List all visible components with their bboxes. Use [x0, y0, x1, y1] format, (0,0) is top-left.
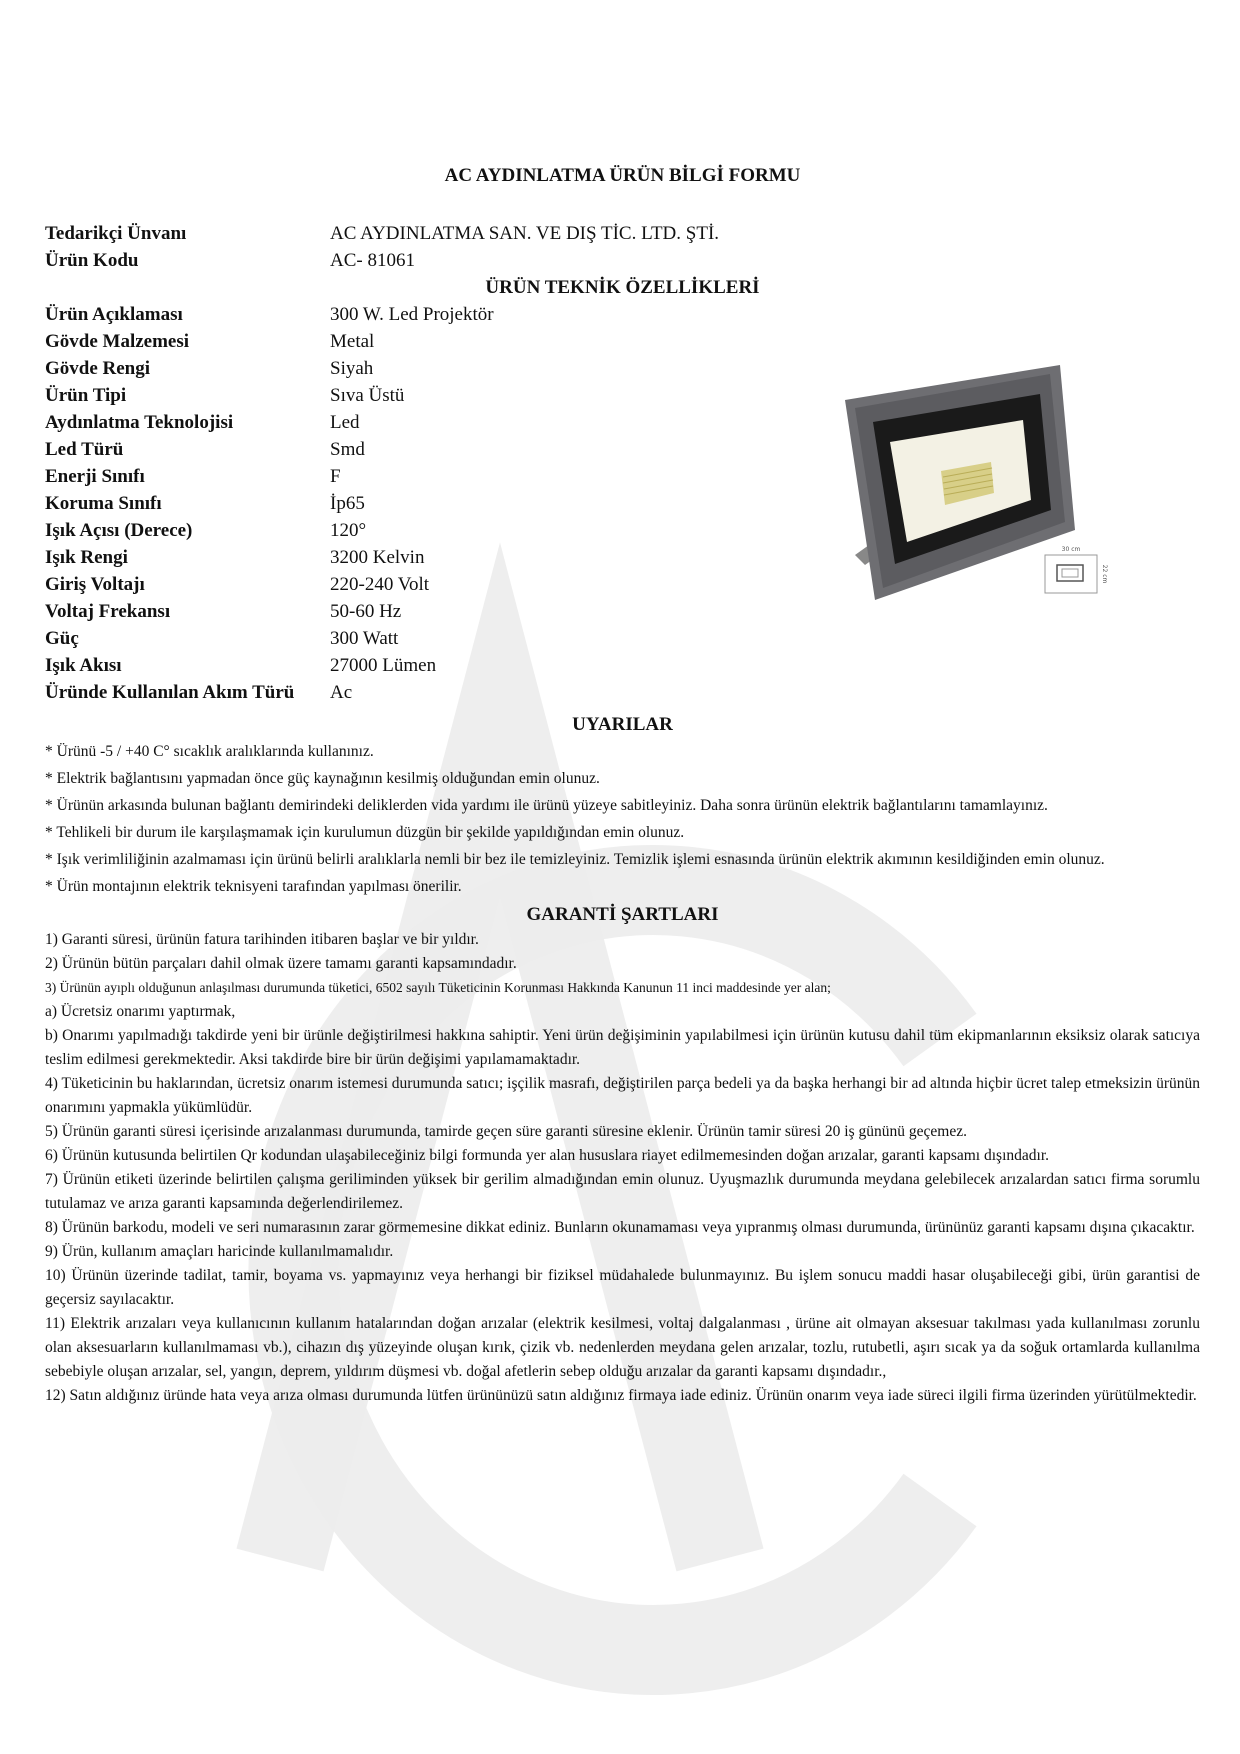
guarantee-item: 4) Tüketicinin bu haklarından, ücretsiz onarım istemesi durumunda satıcı; işçilik masrafı, değiştirilen parça bedeli ya da başka herhangi bir ad altında hiçbir ücret talep etmeksizin ürünün onarımını yapmakla yükümlüdür.	[45, 1075, 1200, 1116]
product-code-row	[45, 247, 1200, 274]
dimension-diagram	[1045, 546, 1108, 593]
product-code-value: AC- 81061	[330, 250, 415, 271]
guarantee-item: 11) Elektrik arızaları veya kullanıcının kullanım hatalarından doğan arızalar (elektrik kesilmesi, voltaj dalgalanması , ürüne ait olmayan aksesuar takılması yada kullanılması zorunlu olan aksesuarların kullanılmaması vb.), cihazın dış yüzeyinde oluşan kırık, çizik vb. nedenlerden meydana gelen arızalar, tozlu, rutubetli, aşırı sıcak ya da soğuk ortamlarda kullanılma sebebiyle oluşan arızalar, sel, yangın, deprem, yıldırım düşmesi vb. doğal afetlerin sebep olduğu arızalar da garanti kapsamı dışındadır.,	[45, 1315, 1200, 1380]
spec-row	[45, 652, 1200, 679]
spec-value: İp65	[330, 493, 365, 514]
guarantee-item: 2) Ürünün bütün parçaları dahil olmak üzere tamamı garanti kapsamındadır.	[45, 955, 517, 972]
spec-value: Siyah	[330, 358, 374, 379]
spec-label: Gövde Malzemesi	[45, 331, 190, 352]
warning-item: * Elektrik bağlantısını yapmadan önce güç kaynağının kesilmiş olduğundan emin olunuz.	[45, 770, 600, 787]
guarantee-item: 7) Ürünün etiketi üzerinde belirtilen çalışma geriliminden yüksek bir gerilim almadığından emin olunuz. Uyuşmazlık durumunda meydana gelebilecek arızalardan satıcı firma sorumlu tutulamaz ve arıza garanti kapsamında değerlendirilemez.	[45, 1171, 1200, 1212]
spec-value: Ac	[330, 682, 353, 703]
spec-value: Led	[330, 412, 360, 433]
guarantee-item: 10) Ürünün üzerinde tadilat, tamir, boyama vs. yapmayınız veya herhangi bir fiziksel müdahalede bulunmayınız. Bu işlem sonucu maddi hasar oluşabileceği gibi, ürün garantisi de geçersiz sayılacaktır.	[45, 1267, 1200, 1308]
spec-label: Güç	[45, 628, 79, 649]
spec-row	[45, 301, 1200, 328]
spec-value: Sıva Üstü	[330, 385, 405, 406]
spec-label: Led Türü	[45, 439, 124, 460]
guarantee-item: 3) Ürünün ayıplı olduğunun anlaşılması durumunda tüketici, 6502 sayılı Tüketicinin Korunması Hakkında Kanunun 11 inci maddesinde yer alan;	[45, 980, 831, 995]
spec-value: 300 W. Led Projektör	[330, 304, 494, 325]
spec-label: Giriş Voltajı	[45, 574, 145, 595]
guarantee-item: a) Ücretsiz onarımı yaptırmak,	[45, 1003, 236, 1020]
spec-row	[45, 328, 1200, 355]
guarantee-item: b) Onarımı yapılmadığı takdirde yeni bir ürünle değiştirilmesi hakkına sahiptir. Yeni ürün değişiminin yapılabilmesi için ürünün kutusu dahil tüm ekipmanlarının eksiksiz olarak satıcıya teslim edilmesi gerekmektedir. Aksi takdirde bire bir ürün değişimi yapılamamaktadır.	[45, 1027, 1200, 1068]
guarantee-item: 12) Satın aldığınız üründe hata veya arıza olması durumunda lütfen ürününüzü satın aldığınız firmaya iade ediniz. Ürünün onarım veya iade süreci ilgili firma üzerinden yürütülmektedir.	[45, 1387, 1197, 1404]
spec-value: 50-60 Hz	[330, 601, 402, 622]
spec-label: Voltaj Frekansı	[45, 601, 171, 622]
spec-label: Işık Akısı	[45, 655, 122, 676]
spec-row	[45, 679, 1200, 706]
warning-item: * Işık verimliliğinin azalmaması için ürünü belirli aralıklarla nemli bir bez ile temizleyiniz. Temizlik işlemi esnasında ürünün elektrik akımının kesildiğinden emin olunuz.	[45, 851, 1105, 868]
spec-value: 3200 Kelvin	[330, 547, 425, 568]
spec-value: 300 Watt	[330, 628, 399, 649]
floodlight-product-image	[845, 360, 1115, 615]
supplier-value: AC AYDINLATMA SAN. VE DIŞ TİC. LTD. ŞTİ.	[330, 223, 720, 244]
dimension-height-label: 22 cm	[1101, 564, 1108, 584]
spec-label: Işık Açısı (Derece)	[45, 520, 193, 541]
spec-label: Aydınlatma Teknolojisi	[45, 412, 234, 433]
spec-row	[45, 625, 1200, 652]
guarantee-item: 6) Ürünün kutusunda belirtilen Qr kodundan ulaşabileceğiniz bilgi formunda yer alan hususlara riayet edilmemesinden doğan arızalar, garanti kapsamı dışındadır.	[45, 1147, 1049, 1164]
warning-item: * Ürün montajının elektrik teknisyeni tarafından yapılması önerilir.	[45, 878, 462, 895]
spec-value: F	[330, 466, 341, 487]
warnings-section	[45, 711, 1200, 1408]
warning-item: * Ürünün arkasında bulunan bağlantı demirindeki deliklerden vida yardımı ile ürünü yüzeye sabitleyiniz. Daha sonra ürünün elektrik bağlantılarını tamamlayınız.	[45, 797, 1048, 814]
guarantee-heading: GARANTİ ŞARTLARI	[526, 904, 719, 925]
guarantee-item: 1) Garanti süresi, ürünün fatura tarihinden itibaren başlar ve bir yıldır.	[45, 931, 479, 948]
warning-item: * Tehlikeli bir durum ile karşılaşmamak için kurulumun düzgün bir şekilde yapıldığından emin olunuz.	[45, 824, 685, 841]
product-code-label: Ürün Kodu	[45, 250, 139, 271]
specs-heading: ÜRÜN TEKNİK ÖZELLİKLERİ	[485, 277, 760, 298]
spec-value: 120°	[330, 520, 367, 541]
guarantee-item: 5) Ürünün garanti süresi içerisinde arızalanması durumunda, tamirde geçen süre garanti süresine eklenir. Ürünün tamir süresi 20 iş gününü geçemez.	[45, 1123, 967, 1140]
spec-label: Gövde Rengi	[45, 358, 151, 379]
spec-label: Ürün Açıklaması	[45, 304, 183, 325]
spec-value: Smd	[330, 439, 365, 460]
form-title: AC AYDINLATMA ÜRÜN BİLGİ FORMU	[444, 165, 801, 186]
warnings-heading: UYARILAR	[572, 714, 673, 735]
spec-value: 27000 Lümen	[330, 655, 437, 676]
supplier-row	[45, 220, 1200, 247]
warning-item: * Ürünü -5 / +40 C° sıcaklık aralıklarında kullanınız.	[45, 743, 374, 760]
spec-value: 220-240 Volt	[330, 574, 430, 595]
spec-label: Işık Rengi	[45, 547, 128, 568]
guarantee-item: 9) Ürün, kullanım amaçları haricinde kullanılmamalıdır.	[45, 1243, 394, 1260]
spec-label: Koruma Sınıfı	[45, 493, 162, 514]
supplier-label: Tedarikçi Ünvanı	[45, 223, 187, 244]
spec-label: Üründe Kullanılan Akım Türü	[45, 682, 295, 703]
spec-label: Ürün Tipi	[45, 385, 127, 406]
guarantee-item: 8) Ürünün barkodu, modeli ve seri numarasının zarar görmemesine dikkat ediniz. Bunların okunamaması veya yıpranmış olması durumunda, ürününüz garanti kapsamı dışına çıkacaktır.	[45, 1219, 1195, 1236]
dimension-width-label: 30 cm	[1061, 546, 1081, 553]
spec-label: Enerji Sınıfı	[45, 466, 145, 487]
spec-value: Metal	[330, 331, 375, 352]
